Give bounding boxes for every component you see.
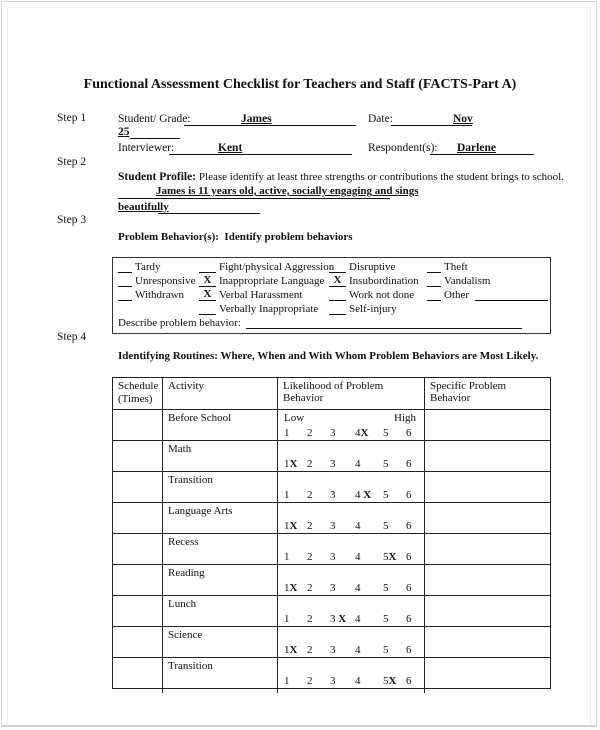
behavior-label: Withdrawn xyxy=(135,289,185,301)
behavior-checkbox[interactable] xyxy=(427,289,441,301)
scale-option[interactable]: 3 xyxy=(330,489,336,501)
interviewer-field[interactable] xyxy=(169,154,352,155)
scale-option[interactable]: 6 xyxy=(406,582,412,594)
activity-cell: Lunch xyxy=(162,596,277,626)
likelihood-cell[interactable] xyxy=(277,503,424,533)
schedule-cell[interactable] xyxy=(112,472,162,502)
scale-option[interactable]: 2 xyxy=(307,613,313,625)
schedule-cell[interactable] xyxy=(112,410,162,440)
document-title: Functional Assessment Checklist for Teachers and Staff (FACTS-Part A) xyxy=(83,77,517,92)
behavior-checkbox[interactable]: X xyxy=(199,275,216,287)
scale-option[interactable]: 5 xyxy=(383,644,389,656)
behavior-insubordination[interactable] xyxy=(329,275,419,287)
scale-option-selected[interactable]: 5X xyxy=(383,675,397,687)
column-header-specific-behavior: Specific Problem Behavior xyxy=(424,378,551,409)
behavior-label: Verbal Harassment xyxy=(219,289,303,301)
scale-option[interactable]: 6 xyxy=(406,458,412,470)
scale-option[interactable]: 5 xyxy=(383,489,389,501)
behavior-label: Self-injury xyxy=(349,303,397,315)
scale-option[interactable]: 2 xyxy=(307,582,313,594)
scale-option[interactable]: 4 xyxy=(355,644,361,656)
behavior-label: Insubordination xyxy=(349,275,419,287)
likelihood-cell[interactable] xyxy=(277,472,424,502)
student-profile-label: Student Profile: xyxy=(118,171,197,183)
respondent-field[interactable] xyxy=(430,154,534,155)
scale-option[interactable]: 2 xyxy=(307,675,313,687)
scale-option[interactable]: 3 xyxy=(330,675,336,687)
scale-option-selected[interactable]: 1X xyxy=(284,520,298,532)
interviewer-label: Interviewer: xyxy=(118,142,175,154)
step-2-label: Step 2 xyxy=(57,156,87,168)
scale-option[interactable]: 1 xyxy=(284,489,290,501)
behavior-checkbox[interactable] xyxy=(118,289,132,301)
table-continuation xyxy=(112,688,551,693)
schedule-cell[interactable] xyxy=(112,534,162,564)
likelihood-scale xyxy=(278,457,424,470)
specific-behavior-cell[interactable] xyxy=(424,410,551,440)
table-row xyxy=(112,440,551,471)
scale-option[interactable]: 4 xyxy=(355,582,361,594)
scale-option[interactable]: 1 xyxy=(284,427,290,439)
scale-option[interactable]: 3 xyxy=(330,458,336,470)
behavior-checkbox[interactable] xyxy=(329,303,346,315)
scale-option[interactable]: 5 xyxy=(383,613,389,625)
behavior-verbally-inappropriate[interactable] xyxy=(199,303,318,315)
behavior-checkbox[interactable] xyxy=(199,303,216,315)
behavior-other[interactable] xyxy=(427,289,548,301)
schedule-cell[interactable] xyxy=(112,503,162,533)
specific-behavior-cell[interactable] xyxy=(424,627,551,657)
scale-option[interactable]: 3 xyxy=(330,427,336,439)
date-value-day: 25 xyxy=(118,126,130,138)
likelihood-cell[interactable] xyxy=(277,596,424,626)
scale-high-label: High xyxy=(394,412,416,424)
scale-option[interactable]: 6 xyxy=(406,613,412,625)
behavior-vandalism[interactable] xyxy=(427,275,490,287)
table-row xyxy=(112,595,551,626)
scale-option[interactable]: 2 xyxy=(307,489,313,501)
scale-option[interactable]: 3 xyxy=(330,582,336,594)
schedule-cell[interactable] xyxy=(112,627,162,657)
student-profile-value-line2: beautifully xyxy=(118,201,169,213)
behavior-tardy[interactable] xyxy=(118,261,161,273)
table-row xyxy=(112,657,551,688)
scale-option[interactable]: 2 xyxy=(307,458,313,470)
scale-option-selected[interactable]: 4X xyxy=(355,427,369,439)
likelihood-scale xyxy=(278,643,424,656)
scale-option[interactable]: 6 xyxy=(406,520,412,532)
step-1-label: Step 1 xyxy=(57,112,87,124)
activity-cell: Recess xyxy=(162,534,277,564)
activity-cell: Before School xyxy=(162,410,277,440)
behavior-label: Inappropriate Language xyxy=(219,275,325,287)
describe-problem-behavior-field[interactable] xyxy=(246,328,522,329)
date-value-month: Nov xyxy=(453,113,473,125)
scale-option[interactable]: 3 xyxy=(330,644,336,656)
likelihood-cell[interactable] xyxy=(277,410,424,440)
scale-option-selected[interactable]: 5X xyxy=(383,551,397,563)
behavior-checkbox[interactable] xyxy=(427,275,441,287)
table-header-row xyxy=(112,377,551,409)
scale-option[interactable]: 1 xyxy=(284,675,290,687)
likelihood-scale xyxy=(278,612,424,625)
behavior-unresponsive[interactable] xyxy=(118,275,196,287)
behavior-checkbox[interactable] xyxy=(118,261,132,273)
problem-behaviors-heading xyxy=(118,231,353,243)
activity-cell: Reading xyxy=(162,565,277,595)
date-field[interactable] xyxy=(391,125,472,126)
behavior-disruptive[interactable] xyxy=(329,261,395,273)
likelihood-cell[interactable] xyxy=(277,565,424,595)
activity-cell: Language Arts xyxy=(162,503,277,533)
behavior-label: Verbally Inappropriate xyxy=(219,303,319,315)
scale-option[interactable]: 6 xyxy=(406,644,412,656)
scale-option-selected[interactable]: 3 X xyxy=(330,613,347,625)
student-grade-value: James xyxy=(241,113,272,125)
schedule-cell[interactable] xyxy=(112,596,162,626)
student-profile-instructions: Please identify at least three strengths or contributions the student brings to school. xyxy=(198,171,564,183)
scale-low-high-labels xyxy=(284,412,416,424)
scale-option[interactable]: 1 xyxy=(284,613,290,625)
behavior-verbal-harassment[interactable] xyxy=(199,289,302,301)
behavior-checkbox[interactable]: X xyxy=(199,289,216,301)
routines-table xyxy=(112,377,551,693)
student-profile-field[interactable] xyxy=(118,198,390,199)
likelihood-scale xyxy=(278,550,424,563)
scale-option-selected[interactable]: 1X xyxy=(284,582,298,594)
activity-cell: Transition xyxy=(162,472,277,502)
likelihood-scale xyxy=(278,488,424,501)
behavior-checkbox[interactable] xyxy=(427,261,441,273)
likelihood-cell[interactable] xyxy=(277,627,424,657)
scale-option[interactable]: 1 xyxy=(284,551,290,563)
specific-behavior-cell[interactable] xyxy=(424,658,551,688)
likelihood-cell[interactable] xyxy=(277,658,424,688)
scale-option[interactable]: 3 xyxy=(330,520,336,532)
table-row xyxy=(112,471,551,502)
scale-option[interactable]: 2 xyxy=(307,551,313,563)
scale-option[interactable]: 6 xyxy=(406,427,412,439)
behavior-label: Vandalism xyxy=(444,275,491,287)
behavior-label: Fight/physical Aggression xyxy=(219,261,335,273)
scale-option[interactable]: 5 xyxy=(383,582,389,594)
scale-option[interactable]: 6 xyxy=(406,551,412,563)
behavior-label: Disruptive xyxy=(349,261,396,273)
scale-option[interactable]: 4 xyxy=(355,675,361,687)
behavior-label: Work not done xyxy=(349,289,415,301)
scale-option[interactable]: 6 xyxy=(406,489,412,501)
scale-option[interactable]: 2 xyxy=(307,644,313,656)
scale-option[interactable]: 5 xyxy=(383,427,389,439)
behavior-fight-physical-aggression[interactable] xyxy=(199,261,334,273)
step-4-label: Step 4 xyxy=(57,331,87,343)
schedule-cell[interactable] xyxy=(112,441,162,471)
behavior-checkbox[interactable] xyxy=(199,261,216,273)
behavior-self-injury[interactable] xyxy=(329,303,397,315)
behavior-work-not-done[interactable] xyxy=(329,289,414,301)
scale-option[interactable]: 4 xyxy=(355,458,361,470)
behavior-checkbox[interactable] xyxy=(329,289,346,301)
scale-option[interactable]: 4 xyxy=(355,613,361,625)
activity-cell: Science xyxy=(162,627,277,657)
scale-option[interactable]: 6 xyxy=(406,675,412,687)
date-field-continued xyxy=(130,138,180,139)
behavior-withdrawn[interactable] xyxy=(118,289,184,301)
table-row xyxy=(112,626,551,657)
respondent-label: Respondent(s): xyxy=(368,142,438,154)
student-profile-prompt xyxy=(118,171,564,183)
interviewer-value: Kent xyxy=(218,142,243,154)
problem-behaviors-instructions: Identify problem behaviors xyxy=(224,231,353,243)
routines-heading: Identifying Routines: Where, When and With Whom Problem Behaviors are Most Likely. xyxy=(118,350,539,362)
student-grade-label: Student/ Grade: xyxy=(118,113,191,125)
likelihood-scale xyxy=(278,426,424,439)
scale-option-selected[interactable]: 1X xyxy=(284,458,298,470)
scale-option[interactable]: 5 xyxy=(383,458,389,470)
behavior-checkbox[interactable]: X xyxy=(329,275,346,287)
column-header-likelihood: Likelihood of Problem Behavior xyxy=(277,378,424,409)
table-row xyxy=(112,502,551,533)
likelihood-scale xyxy=(278,674,424,687)
describe-label: Describe problem behavior: xyxy=(118,317,241,329)
schedule-cell[interactable] xyxy=(112,658,162,688)
activity-cell: Math xyxy=(162,441,277,471)
behavior-checkbox[interactable] xyxy=(329,261,346,273)
problem-behaviors-box xyxy=(112,257,551,334)
column-header-schedule: Schedule (Times) xyxy=(112,378,162,409)
specific-behavior-cell[interactable] xyxy=(424,596,551,626)
scale-option-selected[interactable]: 1X xyxy=(284,644,298,656)
problem-behaviors-label: Problem Behavior(s): xyxy=(118,231,219,243)
behavior-theft[interactable] xyxy=(427,261,468,273)
student-profile-value-line1: James is 11 years old, active, socially engaging and sings xyxy=(156,185,419,197)
behavior-label: Theft xyxy=(444,261,468,273)
behavior-checkbox[interactable] xyxy=(118,275,132,287)
scale-low-label: Low xyxy=(284,412,305,424)
behavior-label: Unresponsive xyxy=(135,275,196,287)
scale-option[interactable]: 4 xyxy=(355,551,361,563)
behavior-inappropriate-language[interactable] xyxy=(199,275,324,287)
student-grade-field[interactable] xyxy=(184,125,356,126)
likelihood-cell[interactable] xyxy=(277,441,424,471)
table-row xyxy=(112,564,551,595)
specific-behavior-cell[interactable] xyxy=(424,565,551,595)
likelihood-scale xyxy=(278,581,424,594)
scale-option[interactable]: 2 xyxy=(307,427,313,439)
scale-option[interactable]: 2 xyxy=(307,520,313,532)
scale-option-selected[interactable]: 4 X xyxy=(355,489,372,501)
activity-cell: Transition xyxy=(162,658,277,688)
behavior-label: Other xyxy=(444,289,470,301)
schedule-cell[interactable] xyxy=(112,565,162,595)
describe-problem-behavior xyxy=(118,317,241,329)
specific-behavior-cell[interactable] xyxy=(424,503,551,533)
scale-option[interactable]: 3 xyxy=(330,551,336,563)
respondent-value: Darlene xyxy=(457,142,496,154)
date-label: Date: xyxy=(368,113,393,125)
specific-behavior-cell[interactable] xyxy=(424,472,551,502)
behavior-other-field[interactable] xyxy=(475,289,548,301)
likelihood-cell[interactable] xyxy=(277,534,424,564)
table-row xyxy=(112,533,551,564)
scale-option[interactable]: 4 xyxy=(355,520,361,532)
student-profile-field-continued xyxy=(158,213,260,214)
likelihood-scale xyxy=(278,519,424,532)
specific-behavior-cell[interactable] xyxy=(424,534,551,564)
behavior-label: Tardy xyxy=(135,261,161,273)
table-row xyxy=(112,409,551,440)
specific-behavior-cell[interactable] xyxy=(424,441,551,471)
scale-option[interactable]: 5 xyxy=(383,520,389,532)
step-3-label: Step 3 xyxy=(57,214,87,226)
column-header-activity: Activity xyxy=(162,378,277,409)
